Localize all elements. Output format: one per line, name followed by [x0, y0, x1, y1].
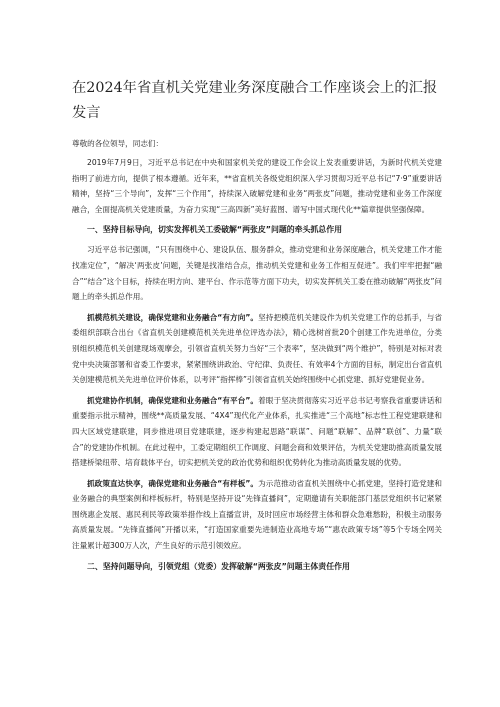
paragraph-3-lead: 抓党建协作机制，确保党建和业务融合“有平台”。 [87, 395, 259, 405]
paragraph-4-lead: 抓政策直达快享，确保党建和业务融合“有样板”。 [87, 478, 259, 488]
section-heading-2: 二、坚持问题导向，引领党组（党委）发挥破解“两张皮”问题主体责任作用 [87, 561, 350, 571]
paragraph-3-body: 着眼于坚决贯彻落实习近平总书记考察我省重要讲话和重要指示批示精神，围绕**高质量发展、“4X4”现代化产业体系，扎实推进“三个高地”标志性工程党建联建和四大区域党建联建，同步推进项目党建联建，逐步构建起思路“联谋”、问题“联解”、品牌“联创”、力量“联合”的党建协作机制。在此过程中，工委定期组织工作调度、问题会商和效果评估，为机关党建助推高质量发展搭建桥梁纽带、培育载体平台，切实把机关党的政治优势和组织优势转化为推动高质量发展的优势。 [72, 395, 443, 468]
paragraph-2-lead: 抓模范机关建设，确保党建和业务融合“有方向”。 [87, 312, 259, 322]
paragraph-2-body: 坚持把模范机关建设作为机关党建工作的总抓手，与省委组织部联合出台《省直机关创建模范机关先进单位评选办法》，精心选树首批20个创建工作先进单位，分类别组织模范机关创建现场观摩会，引领省直机关努力当好“三个表率”，坚决做到“两个维护”，特别是对标对表党中央决策部署和省委工作要求，紧紧围绕讲政治、守纪律、负责任、有效率4个方面的目标，制定出台省直机关创建模范机关先进单位评价体系，以考评“指挥棒”引领省直机关始终围绕中心抓党建、抓好党建促业务。 [72, 312, 443, 385]
document-title: 在2024年省直机关党建业务深度融合工作座谈会上的汇报发言 [72, 80, 438, 121]
paragraph-1: 习近平总书记强调，“只有围绕中心、建设队伍、服务群众，推动党建和业务深度融合，机关党建工作才能找准定位”，“解决‘两张皮’问题，关键是找准结合点，推动机关党建和业务工作相互促进”。我们牢牢把握“融合”“结合”这个目标，持续在明方向、建平台、作示范等方面下功夫，切实发挥机关工委在推动破解“两张皮”问题上的牵头抓总作用。 [72, 245, 442, 302]
section-heading-1: 一、坚持目标导向，切实发挥机关工委破解“两张皮”问题的牵头抓总作用 [87, 225, 342, 235]
paragraph-3 [72, 393, 442, 471]
paragraph-4 [72, 476, 442, 554]
paragraph-4-body: 为示范推动省直机关围绕中心抓党建，坚持打造党建和业务融合的典型案例和样板标杆，特别是坚持开设“先锋直播间”，定期邀请有关职能部门基层党组织书记紧紧围绕惠企发展、惠民利民等政策举措作线上直播宣讲，及时回应市场经营主体和群众急难愁盼，积极主动服务高质量发展。“先锋直播间”开播以来，“打造国家重要先进制造业高地专场”“惠农政策专场”等5个专场全网关注量累计超300万人次，产生良好的示范引领效应。 [72, 478, 443, 551]
intro-paragraph: 2019年7月9日，习近平总书记在中央和国家机关党的建设工作会议上发表重要讲话，为新时代机关党建指明了前进方向，提供了根本遵循。近年来，**省直机关各级党组织深入学习贯彻习近平总书记“7·9”重要讲话精神，坚持“三个导向”，发挥“三个作用”，持续深入破解党建和业务“两张皮”问题，推动党建和业务工作深度融合，全面提高机关党建质量，为奋力实现“三高四新”美好蓝图、谱写中国式现代化**篇章提供坚强保障。 [72, 158, 442, 214]
salutation: 尊敬的各位领导，同志们： [72, 139, 164, 148]
paragraph-2 [72, 310, 442, 388]
